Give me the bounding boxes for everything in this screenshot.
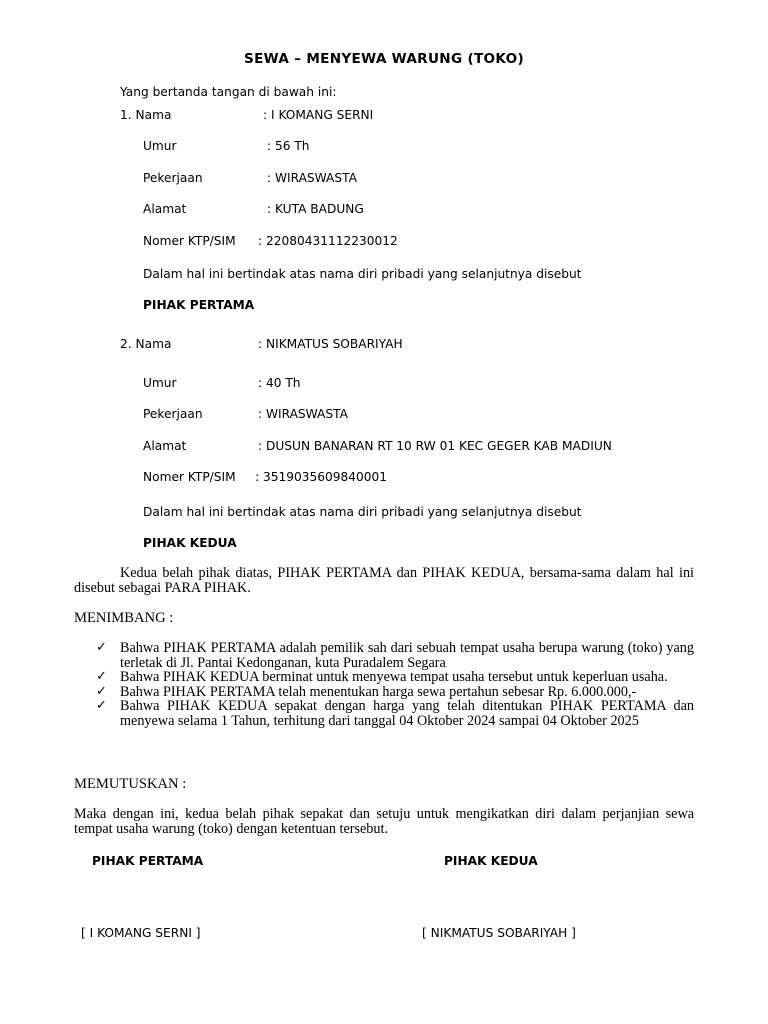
party2-id-label: Nomer KTP/SIM — [143, 470, 236, 484]
party1-id-value: : 22080431112230012 — [258, 234, 398, 248]
consideration-text: Bahwa PIHAK KEDUA berminat untuk menyewa tempat usaha tersebut untuk keperluan usaha. — [120, 669, 668, 685]
party1-name-label: 1. Nama — [120, 108, 172, 122]
check-icon: ✓ — [96, 683, 107, 699]
party1-age-value: : 56 Th — [267, 139, 310, 153]
party1-designation: PIHAK PERTAMA — [143, 298, 255, 312]
parties-paragraph-text: Kedua belah pihak diatas, PIHAK PERTAMA dan PIHAK KEDUA, bersama-sama dalam hal ini disebut sebagai PARA PIHAK. — [74, 565, 694, 596]
document-title: SEWA – MENYEWA WARUNG (TOKO) — [243, 51, 524, 67]
consideration-text: Bahwa PIHAK PERTAMA telah menentukan harga sewa pertahun sebesar Rp. 6.000.000,- — [120, 683, 637, 700]
list-item — [96, 699, 694, 728]
check-icon: ✓ — [96, 669, 107, 684]
party2-statement: Dalam hal ini bertindak atas nama diri pribadi yang selanjutnya disebut — [143, 505, 582, 519]
parties-paragraph — [74, 566, 694, 596]
party2-designation: PIHAK KEDUA — [143, 536, 237, 550]
party1-name-value: : I KOMANG SERNI — [263, 108, 374, 122]
party2-name-label: 2. Nama — [120, 337, 172, 351]
party1-age-label: Umur — [143, 139, 177, 153]
party2-name-value: : NIKMATUS SOBARIYAH — [258, 337, 403, 351]
decision-paragraph: Maka dengan ini, kedua belah pihak sepakat dan setuju untuk mengikatkan diri dalam perjanjian sewa tempat usaha warung (toko) dengan ketentuan tersebut. — [74, 806, 694, 837]
signature-right-title: PIHAK KEDUA — [444, 854, 538, 868]
considerations-list — [96, 641, 694, 728]
deciding-heading: MEMUTUSKAN : — [74, 776, 187, 792]
party1-statement: Dalam hal ini bertindak atas nama diri pribadi yang selanjutnya disebut — [143, 267, 582, 281]
consideration-text: Bahwa PIHAK PERTAMA adalah pemilik sah dari sebuah tempat usaha berupa warung (toko) yang terletak di Jl. Pantai Kedonganan, kuta Puradalem Segara — [120, 640, 694, 671]
signature-left-name: [ I KOMANG SERNI ] — [81, 926, 201, 940]
check-icon: ✓ — [96, 698, 107, 713]
list-item — [96, 685, 694, 700]
party2-address-value: : DUSUN BANARAN RT 10 RW 01 KEC GEGER KAB MADIUN — [258, 439, 612, 453]
list-item — [96, 670, 694, 685]
considering-heading: MENIMBANG : — [74, 610, 174, 626]
signature-right-name: [ NIKMATUS SOBARIYAH ] — [422, 926, 576, 940]
party2-job-value: : WIRASWASTA — [258, 407, 348, 421]
party2-age-label: Umur — [143, 376, 177, 390]
party1-id-label: Nomer KTP/SIM — [143, 234, 236, 248]
party1-address-label: Alamat — [143, 202, 187, 216]
intro-text: Yang bertanda tangan di bawah ini: — [120, 85, 337, 99]
party1-job-value: : WIRASWASTA — [267, 171, 357, 185]
party2-job-label: Pekerjaan — [143, 407, 203, 421]
party2-age-value: : 40 Th — [258, 376, 301, 390]
check-icon: ✓ — [96, 640, 107, 655]
party1-job-label: Pekerjaan — [143, 171, 203, 185]
list-item — [96, 641, 694, 670]
consideration-text: Bahwa PIHAK KEDUA sepakat dengan harga yang telah ditentukan PIHAK PERTAMA dan menyewa selama 1 Tahun, terhitung dari tanggal 04 Oktober 2024 sampai 04 Oktober 2025 — [120, 698, 694, 729]
signature-left-title: PIHAK PERTAMA — [92, 854, 204, 868]
party2-address-label: Alamat — [143, 439, 187, 453]
party2-id-value: : 3519035609840001 — [255, 470, 388, 484]
party1-address-value: : KUTA BADUNG — [267, 202, 364, 216]
